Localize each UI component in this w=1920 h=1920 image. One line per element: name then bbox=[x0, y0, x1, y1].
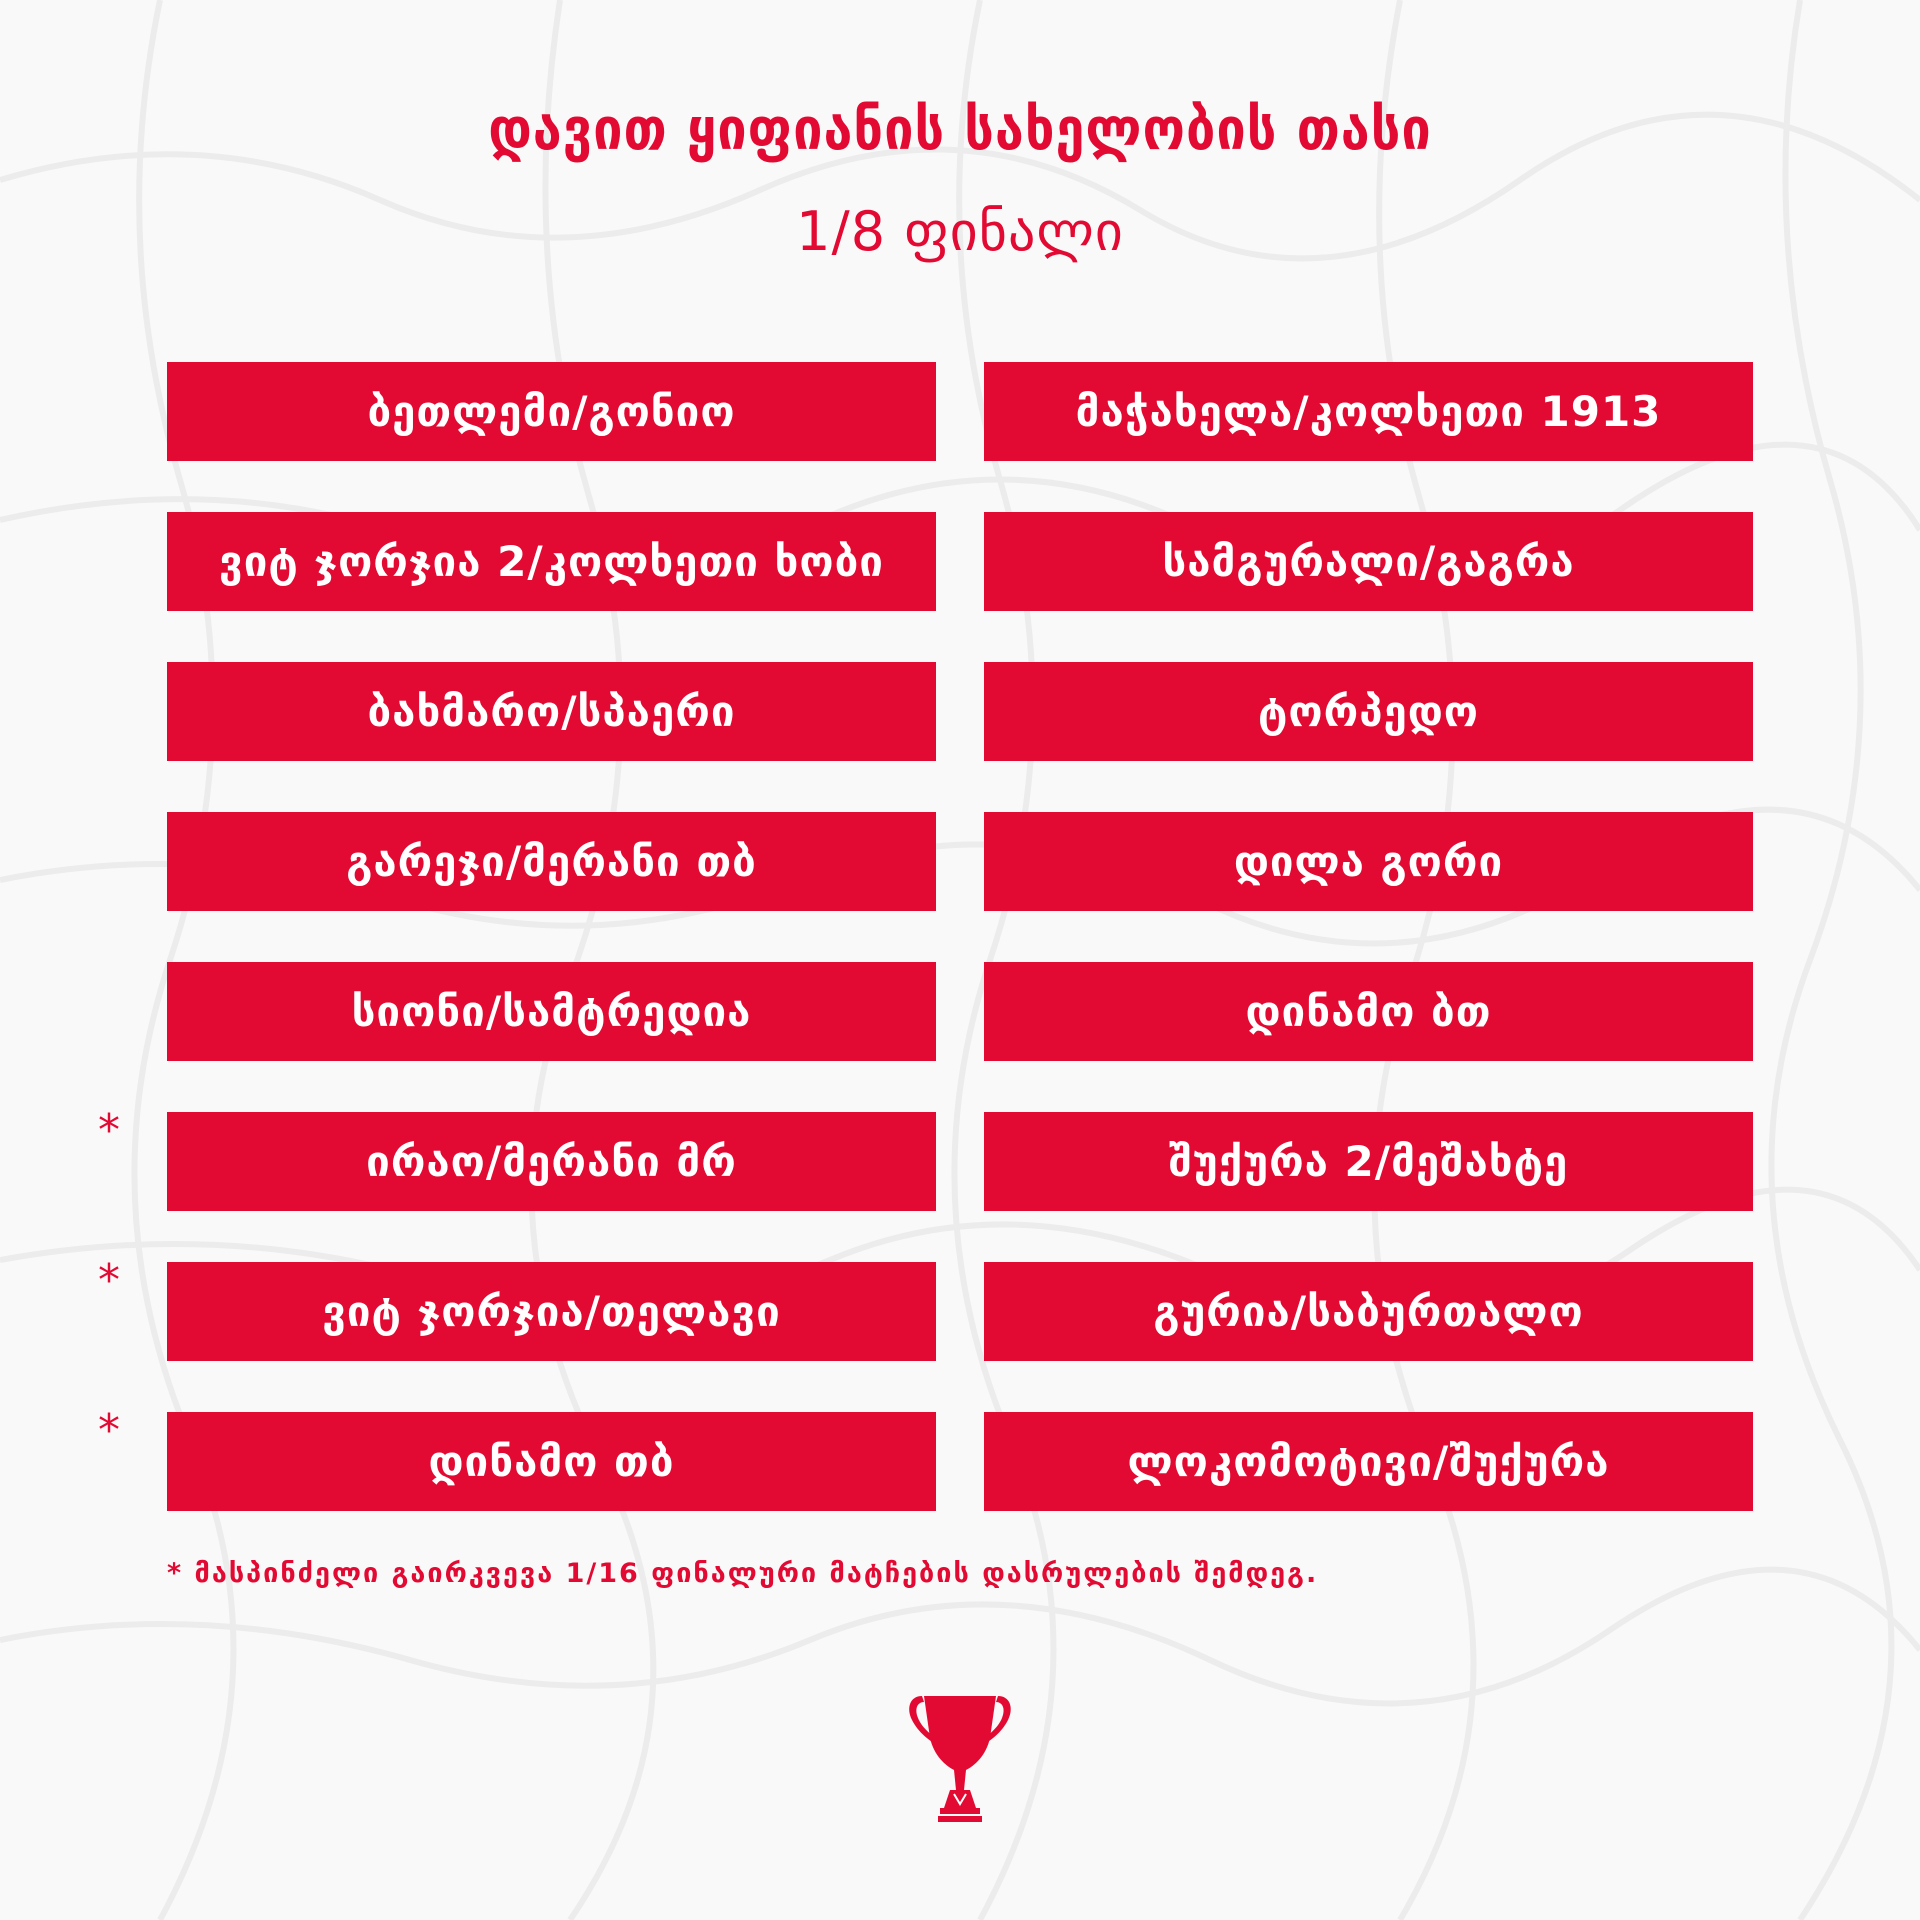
page-subtitle: 1/8 ფინალი bbox=[796, 200, 1124, 263]
match-box: მაჭახელა/კოლხეთი 1913 bbox=[984, 362, 1753, 461]
footnote-text: * მასპინძელი გაირკვევა 1/16 ფინალური მატჩების დასრულების შემდეგ. bbox=[167, 1558, 1319, 1589]
page-title: დავით ყიფიანის სახელობის თასი bbox=[488, 95, 1432, 163]
match-box: გარეჯი/მერანი თბ bbox=[167, 812, 936, 911]
host-tbd-asterisk: * bbox=[98, 1405, 120, 1456]
match-box: დილა გორი bbox=[984, 812, 1753, 911]
match-box: ბეთლემი/გონიო bbox=[167, 362, 936, 461]
match-box: დინამო ბთ bbox=[984, 962, 1753, 1061]
match-box: ლოკომოტივი/შუქურა bbox=[984, 1412, 1753, 1511]
match-box: ვიტ ჯორჯია 2/კოლხეთი ხობი bbox=[167, 512, 936, 611]
match-box: ტორპედო bbox=[984, 662, 1753, 761]
match-box: სამგურალი/გაგრა bbox=[984, 512, 1753, 611]
match-box: შუქურა 2/მეშახტე bbox=[984, 1112, 1753, 1211]
host-tbd-asterisk: * bbox=[98, 1255, 120, 1306]
trophy-icon bbox=[906, 1690, 1014, 1826]
match-box: ბახმარო/სპაერი bbox=[167, 662, 936, 761]
host-tbd-asterisk: * bbox=[98, 1105, 120, 1156]
match-box: დინამო თბ bbox=[167, 1412, 936, 1511]
match-box: ირაო/მერანი მრ bbox=[167, 1112, 936, 1211]
match-box: ვიტ ჯორჯია/თელავი bbox=[167, 1262, 936, 1361]
match-box: სიონი/სამტრედია bbox=[167, 962, 936, 1061]
match-box: გურია/საბურთალო bbox=[984, 1262, 1753, 1361]
matches-grid bbox=[167, 362, 1753, 1511]
